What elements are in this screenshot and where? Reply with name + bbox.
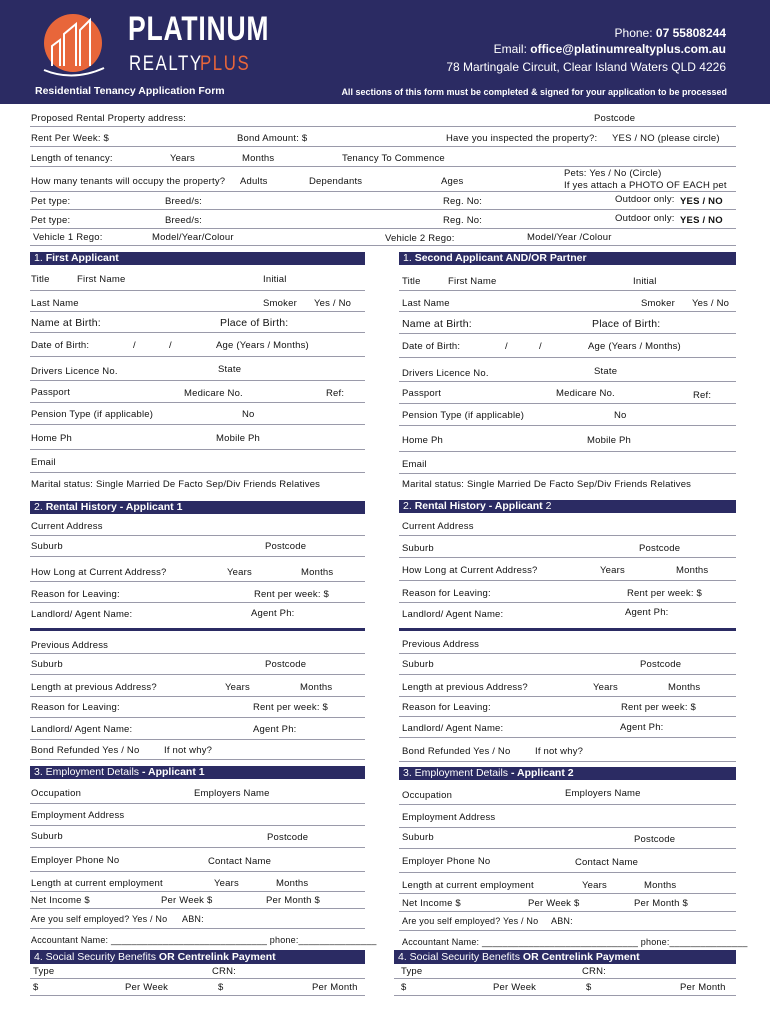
r2-prev-suburb-label: Suburb — [402, 659, 434, 670]
e2-net-income-label: Net Income $ — [402, 898, 461, 909]
section-rental-history-1 — [30, 501, 365, 514]
ages-label: Ages — [441, 176, 464, 187]
section-title: First Applicant — [45, 252, 119, 264]
r2-postcode-label: Postcode — [639, 543, 681, 554]
a1-home-ph-label: Home Ph — [31, 433, 73, 444]
e1-contact-label: Contact Name — [208, 856, 272, 867]
divider — [30, 602, 365, 603]
divider — [30, 228, 736, 229]
brand-sub: REALTY — [129, 52, 203, 75]
divider — [399, 333, 736, 334]
divider — [399, 761, 736, 762]
a2-smoker-label: Smoker — [641, 298, 675, 309]
section-number: 2. — [403, 500, 412, 512]
e1-emp-phone-label: Employer Phone No — [31, 855, 120, 866]
a2-smoker-yesno[interactable]: Yes / No — [692, 298, 730, 309]
divider — [30, 166, 736, 167]
breed-label: Breed/s: — [165, 196, 202, 207]
a1-first-name-label: First Name — [77, 274, 126, 285]
e2-employers-label: Employers Name — [565, 788, 641, 799]
r2-prev-postcode-label: Postcode — [640, 659, 682, 670]
r1-prev-years-label: Years — [225, 682, 250, 693]
section-second-applicant — [399, 252, 736, 265]
a1-last-name-label: Last Name — [31, 298, 79, 309]
section-title: Second Applicant AND/OR Partner — [414, 252, 587, 264]
divider — [30, 311, 365, 312]
a1-title-label: Title — [31, 274, 50, 285]
e1-postcode-label: Postcode — [267, 832, 309, 843]
r2-suburb-label: Suburb — [402, 543, 434, 554]
r1-postcode-label: Postcode — [265, 541, 307, 552]
divider — [30, 245, 736, 246]
e1-months-label: Months — [276, 878, 309, 889]
e1-emp-address-label: Employment Address — [31, 810, 125, 821]
section-title: OR Centrelink Payment — [158, 951, 276, 963]
a1-name-at-birth-label: Name at Birth: — [31, 317, 101, 329]
r1-prev-postcode-label: Postcode — [265, 659, 307, 670]
a2-dob-slash: / — [539, 341, 542, 352]
s2-per-month-label: Per Month — [680, 982, 726, 993]
a1-marital-status[interactable]: Marital status: Single Married De Facto Sep/Div Friends Relatives — [31, 479, 321, 490]
s2-type-label: Type — [401, 966, 423, 977]
divider — [30, 126, 736, 127]
divider — [394, 995, 736, 996]
section-employment-2 — [399, 767, 736, 780]
section-number: 1. — [403, 252, 412, 264]
divider — [30, 978, 365, 979]
divider — [399, 696, 736, 697]
s2-dollar-label-2: $ — [586, 982, 592, 993]
divider — [399, 381, 736, 382]
divider — [30, 290, 365, 291]
divider — [399, 357, 736, 358]
section-first-applicant — [30, 252, 365, 265]
adults-label: Adults — [240, 176, 268, 187]
a1-pension-no-label: No — [242, 409, 255, 420]
proposed-address-label: Proposed Rental Property address: — [31, 113, 186, 124]
section-title: - Applicant 1 — [141, 766, 205, 778]
brand-plus: PLUS — [200, 52, 251, 75]
breed-label-2: Breed/s: — [165, 215, 202, 226]
divider — [30, 581, 365, 582]
divider — [30, 449, 365, 450]
divider — [399, 580, 736, 581]
phone-label: Phone: — [614, 26, 653, 40]
divider — [30, 717, 365, 718]
form-notice: All sections of this form must be completed & signed for your application to be processed — [341, 87, 727, 97]
r1-bond-refunded-label[interactable]: Bond Refunded Yes / No — [31, 745, 140, 756]
divider — [30, 424, 365, 425]
r2-months-label: Months — [676, 565, 709, 576]
divider — [399, 653, 736, 654]
a1-dob-label: Date of Birth: — [31, 340, 90, 351]
r1-suburb-label: Suburb — [31, 541, 63, 552]
divider — [30, 739, 365, 740]
divider — [399, 930, 736, 931]
divider — [30, 759, 365, 760]
a2-marital-status[interactable]: Marital status: Single Married De Facto Sep/Div Friends Relatives — [402, 479, 692, 490]
r1-months-label: Months — [301, 567, 334, 578]
vehicle1-model-label: Model/Year/Colour — [152, 232, 234, 243]
a1-mobile-ph-label: Mobile Ph — [216, 433, 261, 444]
divider — [394, 978, 736, 979]
e2-postcode-label: Postcode — [634, 834, 676, 845]
dependants-label: Dependants — [309, 176, 363, 187]
divider — [30, 847, 365, 848]
section-prefix: 3. Employment Details — [403, 767, 509, 779]
divider — [399, 602, 736, 603]
e1-occupation-label: Occupation — [31, 788, 82, 799]
a2-place-of-birth-label: Place of Birth: — [592, 318, 661, 330]
s1-crn-label: CRN: — [212, 966, 237, 977]
a2-ref-label: Ref: — [693, 390, 712, 401]
r2-prev-rent-pw-label: Rent per week: $ — [621, 702, 697, 713]
e1-employers-label: Employers Name — [194, 788, 270, 799]
e1-suburb-label: Suburb — [31, 831, 63, 842]
e2-length-label: Length at current employment — [402, 880, 534, 891]
rent-per-week-label: Rent Per Week: $ — [31, 133, 110, 144]
email-address[interactable]: office@platinumrealtyplus.com.au — [530, 42, 726, 56]
a2-dob-label: Date of Birth: — [402, 341, 461, 352]
a2-home-ph-label: Home Ph — [402, 435, 444, 446]
divider — [30, 908, 365, 909]
s2-per-week-label: Per Week — [493, 982, 537, 993]
divider — [399, 872, 736, 873]
r1-current-address-label: Current Address — [31, 521, 103, 532]
brand-name: PLATINUM — [128, 10, 270, 48]
a2-first-name-label: First Name — [448, 276, 497, 287]
r1-reason-label: Reason for Leaving: — [31, 589, 120, 600]
r2-prev-agent-ph-label: Agent Ph: — [620, 722, 664, 733]
a1-dob-slash: / — [133, 340, 136, 351]
r1-previous-address-label: Previous Address — [31, 640, 109, 651]
r1-how-long-label: How Long at Current Address? — [31, 567, 167, 578]
divider — [399, 311, 736, 312]
tenancy-months-label: Months — [242, 153, 275, 164]
r1-prev-months-label: Months — [300, 682, 333, 693]
vehicle1-label: Vehicle 1 Rego: — [33, 232, 103, 243]
a2-last-name-label: Last Name — [402, 298, 450, 309]
inspected-label: Have you inspected the property?: — [446, 133, 598, 144]
section-social-security-1 — [30, 950, 365, 964]
r2-landlord-label: Landlord/ Agent Name: — [402, 609, 504, 620]
r2-length-prev-label: Length at previous Address? — [402, 682, 528, 693]
divider — [30, 891, 365, 892]
top-postcode-label: Postcode — [594, 113, 636, 124]
divider — [399, 535, 736, 536]
r1-rent-pw-label: Rent per week: $ — [254, 589, 330, 600]
section-prefix: 3. Employment Details — [34, 766, 140, 778]
e2-emp-address-label: Employment Address — [402, 812, 496, 823]
r1-prev-landlord-label: Landlord/ Agent Name: — [31, 724, 133, 735]
r1-landlord-label: Landlord/ Agent Name: — [31, 609, 133, 620]
vehicle2-label: Vehicle 2 Rego: — [385, 233, 455, 244]
section-title: OR Centrelink Payment — [522, 951, 640, 963]
r2-agent-ph-label: Agent Ph: — [625, 607, 669, 618]
r1-prev-rent-pw-label: Rent per week: $ — [253, 702, 329, 713]
section-prefix: 4. Social Security Benefits — [398, 951, 520, 963]
divider — [30, 191, 736, 192]
reg-no-label: Reg. No: — [443, 196, 483, 207]
divider — [399, 473, 736, 474]
logo-mark — [38, 8, 108, 78]
e2-contact-label: Contact Name — [575, 857, 639, 868]
divider — [30, 803, 365, 804]
a2-email-label: Email — [402, 459, 427, 470]
divider — [30, 653, 365, 654]
e2-per-week-label: Per Week $ — [528, 898, 580, 909]
email-label: Email: — [493, 42, 527, 56]
r2-prev-years-label: Years — [593, 682, 618, 693]
s1-per-week-label: Per Week — [125, 982, 169, 993]
r1-prev-suburb-label: Suburb — [31, 659, 63, 670]
s1-dollar-label: $ — [33, 982, 39, 993]
r2-prev-months-label: Months — [668, 682, 701, 693]
divider — [30, 995, 365, 996]
e2-self-employed-label[interactable]: Are you self employed? Yes / No — [402, 916, 539, 926]
office-address: 78 Martingale Circuit, Clear Island Waters QLD 4226 — [446, 60, 726, 74]
r1-prev-reason-label: Reason for Leaving: — [31, 702, 120, 713]
outdoor-yesno[interactable]: YES / NO — [680, 196, 723, 207]
a1-smoker-yesno[interactable]: Yes / No — [314, 298, 352, 309]
a2-age-label: Age (Years / Months) — [588, 341, 681, 352]
section-number: 1. — [34, 252, 43, 264]
e2-abn-label: ABN: — [551, 916, 573, 926]
a2-passport-label: Passport — [402, 388, 442, 399]
a2-state-label: State — [594, 366, 618, 377]
tenancy-commence-label: Tenancy To Commence — [342, 153, 445, 164]
a1-state-label: State — [218, 364, 242, 375]
r2-current-address-label: Current Address — [402, 521, 474, 532]
a1-ref-label: Ref: — [326, 388, 345, 399]
s2-crn-label: CRN: — [582, 966, 607, 977]
a2-initial-label: Initial — [633, 276, 657, 287]
divider — [399, 848, 736, 849]
r2-if-not-label: If not why? — [535, 746, 584, 757]
r1-if-not-label: If not why? — [164, 745, 213, 756]
divider — [399, 425, 736, 426]
divider — [30, 332, 365, 333]
divider — [399, 911, 736, 912]
section-number: 2. — [34, 501, 43, 513]
tenants-question: How many tenants will occupy the property? — [31, 176, 226, 187]
divider — [30, 871, 365, 872]
divider — [30, 535, 365, 536]
e2-suburb-label: Suburb — [402, 832, 434, 843]
r2-reason-label: Reason for Leaving: — [402, 588, 491, 599]
r2-prev-reason-label: Reason for Leaving: — [402, 702, 491, 713]
divider — [30, 472, 365, 473]
e2-accountant-label: Accountant Name: ______________________________ phone:_______________ — [402, 937, 748, 947]
section-title: Rental History - Applicant 1 — [45, 501, 183, 513]
e2-months-label: Months — [644, 880, 677, 891]
a1-medicare-label: Medicare No. — [184, 388, 243, 399]
a1-dob-slash: / — [169, 340, 172, 351]
a1-age-label: Age (Years / Months) — [216, 340, 309, 351]
r1-years-label: Years — [227, 567, 252, 578]
divider — [30, 209, 736, 210]
a2-pension-label: Pension Type (if applicable) — [402, 410, 525, 421]
s2-dollar-label: $ — [401, 982, 407, 993]
e1-per-month-label: Per Month $ — [266, 895, 320, 906]
divider — [30, 146, 736, 147]
divider — [30, 402, 365, 403]
r2-bond-refunded-label[interactable]: Bond Refunded Yes / No — [402, 746, 511, 757]
e1-length-label: Length at current employment — [31, 878, 163, 889]
section-title: - Applicant 2 — [510, 767, 574, 779]
divider — [399, 827, 736, 828]
outdoor-only-label-2: Outdoor only: — [615, 213, 675, 224]
email-line — [494, 42, 726, 56]
bond-amount-label: Bond Amount: $ — [237, 133, 308, 144]
a2-name-at-birth-label: Name at Birth: — [402, 318, 472, 330]
a1-licence-label: Drivers Licence No. — [31, 366, 118, 377]
r2-prev-landlord-label: Landlord/ Agent Name: — [402, 723, 504, 734]
section-rental-history-2 — [399, 500, 736, 513]
section-title-suffix: 2 — [545, 500, 552, 512]
pets-question: Pets: Yes / No (Circle) — [564, 168, 662, 179]
divider — [30, 380, 365, 381]
a2-mobile-ph-label: Mobile Ph — [587, 435, 632, 446]
a1-smoker-label: Smoker — [263, 298, 297, 309]
section-rule — [30, 628, 365, 631]
vehicle2-model-label: Model/Year /Colour — [527, 232, 612, 243]
outdoor-yesno-2[interactable]: YES / NO — [680, 215, 723, 226]
inspected-yesno[interactable]: YES / NO (please circle) — [612, 133, 720, 144]
a2-title-label: Title — [402, 276, 421, 287]
e1-years-label: Years — [214, 878, 239, 889]
e1-net-income-label: Net Income $ — [31, 895, 90, 906]
tenancy-length-label: Length of tenancy: — [31, 153, 113, 164]
divider — [399, 451, 736, 452]
divider — [399, 674, 736, 675]
e1-self-employed-label[interactable]: Are you self employed? Yes / No — [31, 914, 168, 924]
a2-dob-slash: / — [505, 341, 508, 352]
divider — [30, 356, 365, 357]
divider — [30, 674, 365, 675]
form-title: Residential Tenancy Application Form — [35, 85, 225, 97]
phone-line — [615, 26, 726, 40]
divider — [30, 928, 365, 929]
s1-dollar-label-2: $ — [218, 982, 224, 993]
phone-number: 07 55808244 — [655, 26, 726, 40]
a1-place-of-birth-label: Place of Birth: — [220, 317, 289, 329]
a2-pension-no-label: No — [614, 410, 627, 421]
section-prefix: 4. Social Security Benefits — [34, 951, 156, 963]
r2-previous-address-label: Previous Address — [402, 639, 480, 650]
a1-passport-label: Passport — [31, 387, 71, 398]
divider — [399, 804, 736, 805]
divider — [30, 696, 365, 697]
e2-emp-phone-label: Employer Phone No — [402, 856, 491, 867]
divider — [399, 403, 736, 404]
s1-type-label: Type — [33, 966, 55, 977]
section-employment-1 — [30, 766, 365, 779]
r2-years-label: Years — [600, 565, 625, 576]
a1-initial-label: Initial — [263, 274, 287, 285]
e2-per-month-label: Per Month $ — [634, 898, 688, 909]
divider — [399, 893, 736, 894]
pet-type-label-2: Pet type: — [31, 215, 71, 226]
reg-no-label-2: Reg. No: — [443, 215, 483, 226]
tenancy-years-label: Years — [170, 153, 195, 164]
a1-pension-label: Pension Type (if applicable) — [31, 409, 154, 420]
divider — [30, 556, 365, 557]
section-title: Rental History - Applicant — [414, 500, 543, 512]
a1-email-label: Email — [31, 457, 56, 468]
divider — [399, 290, 736, 291]
divider — [30, 825, 365, 826]
pet-type-label: Pet type: — [31, 196, 71, 207]
r2-rent-pw-label: Rent per week: $ — [627, 588, 703, 599]
e2-years-label: Years — [582, 880, 607, 891]
divider — [399, 737, 736, 738]
a2-licence-label: Drivers Licence No. — [402, 368, 489, 379]
e1-per-week-label: Per Week $ — [161, 895, 213, 906]
e1-accountant-label: Accountant Name: ______________________________ phone:_______________ — [31, 935, 377, 945]
section-social-security-2 — [394, 950, 736, 964]
divider — [399, 557, 736, 558]
pets-photo-note: If yes attach a PHOTO OF EACH pet — [564, 180, 727, 191]
s1-per-month-label: Per Month — [312, 982, 358, 993]
e2-occupation-label: Occupation — [402, 790, 453, 801]
r1-length-prev-label: Length at previous Address? — [31, 682, 157, 693]
r1-prev-agent-ph-label: Agent Ph: — [253, 724, 297, 735]
e1-abn-label: ABN: — [182, 914, 204, 924]
outdoor-only-label: Outdoor only: — [615, 194, 675, 205]
r1-agent-ph-label: Agent Ph: — [251, 608, 295, 619]
r2-how-long-label: How Long at Current Address? — [402, 565, 538, 576]
a2-medicare-label: Medicare No. — [556, 388, 615, 399]
divider — [399, 716, 736, 717]
section-rule — [399, 628, 736, 631]
